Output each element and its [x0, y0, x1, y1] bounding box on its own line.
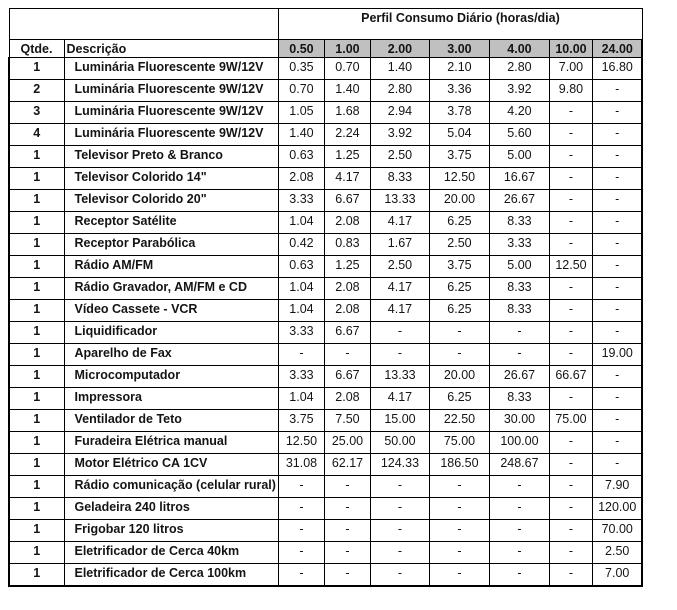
description-cell: Luminária Fluorescente 9W/12V [64, 58, 278, 80]
value-cell: - [370, 476, 429, 498]
value-cell: 70.00 [592, 520, 642, 542]
value-cell: - [592, 212, 642, 234]
value-cell: 0.63 [278, 256, 324, 278]
table-row [9, 168, 642, 190]
description-cell: Televisor Colorido 20" [64, 190, 278, 212]
qty-cell: 1 [9, 476, 64, 498]
value-cell: 25.00 [324, 432, 370, 454]
table-row [9, 476, 642, 498]
value-cell: 8.33 [489, 278, 549, 300]
description-cell: Receptor Parabólica [64, 234, 278, 256]
description-cell: Liquidificador [64, 322, 278, 344]
qty-cell: 1 [9, 454, 64, 476]
value-cell: 0.35 [278, 58, 324, 80]
value-cell: - [549, 190, 592, 212]
value-cell: 2.50 [592, 542, 642, 564]
table-row [9, 146, 642, 168]
value-cell: - [370, 542, 429, 564]
value-cell: 16.80 [592, 58, 642, 80]
description-cell: Receptor Satélite [64, 212, 278, 234]
col-header-description: Descrição [64, 40, 278, 58]
value-cell: 1.25 [324, 146, 370, 168]
value-cell: - [278, 520, 324, 542]
value-cell: 3.33 [278, 190, 324, 212]
value-cell: 8.33 [489, 388, 549, 410]
value-cell: 13.33 [370, 190, 429, 212]
value-cell: 3.75 [278, 410, 324, 432]
table-row [9, 300, 642, 322]
table-row [9, 256, 642, 278]
value-cell: - [549, 300, 592, 322]
value-cell: 26.67 [489, 190, 549, 212]
qty-cell: 1 [9, 542, 64, 564]
value-cell: 7.90 [592, 476, 642, 498]
table-row [9, 454, 642, 476]
qty-cell: 1 [9, 278, 64, 300]
description-cell: Aparelho de Fax [64, 344, 278, 366]
value-cell: 6.25 [429, 388, 489, 410]
value-cell: 26.67 [489, 366, 549, 388]
value-cell: 1.68 [324, 102, 370, 124]
column-header-row [9, 40, 642, 58]
hour-column-header: 10.00 [549, 40, 592, 58]
table-title: Perfil Consumo Diário (horas/dia) [278, 9, 642, 40]
value-cell: - [324, 520, 370, 542]
value-cell: - [489, 520, 549, 542]
table-row [9, 278, 642, 300]
value-cell: 4.17 [370, 388, 429, 410]
value-cell: 4.17 [370, 300, 429, 322]
value-cell: - [429, 498, 489, 520]
value-cell: 1.04 [278, 278, 324, 300]
value-cell: - [429, 322, 489, 344]
value-cell: 2.08 [324, 278, 370, 300]
value-cell: - [370, 498, 429, 520]
value-cell: 2.08 [278, 168, 324, 190]
value-cell: 3.92 [489, 80, 549, 102]
qty-cell: 1 [9, 256, 64, 278]
table-row [9, 432, 642, 454]
qty-cell: 1 [9, 432, 64, 454]
value-cell: 186.50 [429, 454, 489, 476]
table-row [9, 124, 642, 146]
qty-cell: 1 [9, 366, 64, 388]
table-row [9, 212, 642, 234]
value-cell: - [278, 344, 324, 366]
description-cell: Impressora [64, 388, 278, 410]
value-cell: - [592, 102, 642, 124]
description-cell: Geladeira 240 litros [64, 498, 278, 520]
description-cell: Frigobar 120 litros [64, 520, 278, 542]
value-cell: 66.67 [549, 366, 592, 388]
value-cell: 15.00 [370, 410, 429, 432]
col-header-qty: Qtde. [9, 40, 64, 58]
description-cell: Motor Elétrico CA 1CV [64, 454, 278, 476]
value-cell: 13.33 [370, 366, 429, 388]
value-cell: 1.25 [324, 256, 370, 278]
value-cell: - [549, 564, 592, 586]
value-cell: 1.04 [278, 388, 324, 410]
value-cell: 8.33 [489, 212, 549, 234]
value-cell: - [370, 564, 429, 586]
table-row [9, 564, 642, 586]
value-cell: 8.33 [489, 300, 549, 322]
value-cell: 3.36 [429, 80, 489, 102]
value-cell: 1.40 [324, 80, 370, 102]
value-cell: - [429, 564, 489, 586]
table-row [9, 366, 642, 388]
value-cell: - [592, 234, 642, 256]
value-cell: - [549, 234, 592, 256]
value-cell: 30.00 [489, 410, 549, 432]
value-cell: - [549, 454, 592, 476]
group-header-row [9, 9, 642, 40]
table-row [9, 542, 642, 564]
table-row [9, 344, 642, 366]
value-cell: 19.00 [592, 344, 642, 366]
table-row [9, 80, 642, 102]
value-cell: 5.04 [429, 124, 489, 146]
hour-column-header: 24.00 [592, 40, 642, 58]
value-cell: 6.25 [429, 212, 489, 234]
description-cell: Rádio comunicação (celular rural) [64, 476, 278, 498]
value-cell: - [324, 476, 370, 498]
value-cell: - [592, 278, 642, 300]
value-cell: 16.67 [489, 168, 549, 190]
value-cell: - [429, 542, 489, 564]
description-cell: Televisor Colorido 14" [64, 168, 278, 190]
value-cell: 1.04 [278, 300, 324, 322]
value-cell: 2.10 [429, 58, 489, 80]
value-cell: 2.50 [370, 256, 429, 278]
value-cell: - [324, 344, 370, 366]
qty-cell: 1 [9, 190, 64, 212]
value-cell: 50.00 [370, 432, 429, 454]
qty-cell: 4 [9, 124, 64, 146]
description-cell: Luminária Fluorescente 9W/12V [64, 102, 278, 124]
value-cell: - [549, 432, 592, 454]
description-cell: Eletrificador de Cerca 40km [64, 542, 278, 564]
value-cell: 4.17 [324, 168, 370, 190]
table-row [9, 190, 642, 212]
qty-cell: 1 [9, 300, 64, 322]
value-cell: - [278, 564, 324, 586]
qty-cell: 1 [9, 146, 64, 168]
value-cell: - [592, 190, 642, 212]
value-cell: 7.00 [592, 564, 642, 586]
value-cell: 1.40 [370, 58, 429, 80]
table-row [9, 410, 642, 432]
value-cell: - [324, 564, 370, 586]
value-cell: - [549, 542, 592, 564]
value-cell: - [489, 542, 549, 564]
value-cell: 12.50 [429, 168, 489, 190]
value-cell: 0.83 [324, 234, 370, 256]
value-cell: 3.75 [429, 256, 489, 278]
value-cell: - [489, 344, 549, 366]
value-cell: - [592, 146, 642, 168]
description-cell: Ventilador de Teto [64, 410, 278, 432]
description-cell: Microcomputador [64, 366, 278, 388]
value-cell: 12.50 [549, 256, 592, 278]
value-cell: 3.78 [429, 102, 489, 124]
value-cell: 5.60 [489, 124, 549, 146]
value-cell: 12.50 [278, 432, 324, 454]
value-cell: - [592, 300, 642, 322]
consumption-table [8, 8, 643, 587]
value-cell: 0.70 [278, 80, 324, 102]
table-row [9, 498, 642, 520]
value-cell: 2.50 [429, 234, 489, 256]
value-cell: - [370, 520, 429, 542]
value-cell: 1.05 [278, 102, 324, 124]
value-cell: - [549, 388, 592, 410]
value-cell: 2.80 [370, 80, 429, 102]
value-cell: - [324, 498, 370, 520]
qty-cell: 1 [9, 344, 64, 366]
value-cell: 6.67 [324, 366, 370, 388]
value-cell: - [324, 542, 370, 564]
description-cell: Rádio AM/FM [64, 256, 278, 278]
value-cell: 2.08 [324, 388, 370, 410]
value-cell: - [278, 542, 324, 564]
consumption-table-body [9, 58, 642, 586]
value-cell: 22.50 [429, 410, 489, 432]
value-cell: 0.70 [324, 58, 370, 80]
value-cell: - [549, 168, 592, 190]
value-cell: 1.40 [278, 124, 324, 146]
value-cell: 3.75 [429, 146, 489, 168]
table-row [9, 388, 642, 410]
hour-column-header: 3.00 [429, 40, 489, 58]
value-cell: - [549, 498, 592, 520]
value-cell: 2.08 [324, 212, 370, 234]
value-cell: 2.24 [324, 124, 370, 146]
table-row [9, 234, 642, 256]
value-cell: 2.80 [489, 58, 549, 80]
value-cell: 4.20 [489, 102, 549, 124]
value-cell: - [549, 124, 592, 146]
value-cell: - [489, 476, 549, 498]
value-cell: - [549, 476, 592, 498]
value-cell: 1.67 [370, 234, 429, 256]
value-cell: - [592, 256, 642, 278]
value-cell: 1.04 [278, 212, 324, 234]
value-cell: - [592, 366, 642, 388]
value-cell: 6.67 [324, 190, 370, 212]
value-cell: - [592, 410, 642, 432]
qty-cell: 1 [9, 322, 64, 344]
qty-cell: 3 [9, 102, 64, 124]
value-cell: - [549, 344, 592, 366]
value-cell: 0.42 [278, 234, 324, 256]
value-cell: 75.00 [549, 410, 592, 432]
table-row [9, 102, 642, 124]
hour-column-header: 0.50 [278, 40, 324, 58]
value-cell: 4.17 [370, 278, 429, 300]
value-cell: 9.80 [549, 80, 592, 102]
description-cell: Rádio Gravador, AM/FM e CD [64, 278, 278, 300]
value-cell: 20.00 [429, 366, 489, 388]
description-cell: Eletrificador de Cerca 100km [64, 564, 278, 586]
value-cell: - [592, 124, 642, 146]
value-cell: 4.17 [370, 212, 429, 234]
value-cell: 2.50 [370, 146, 429, 168]
value-cell: - [549, 322, 592, 344]
hour-column-header: 4.00 [489, 40, 549, 58]
value-cell: - [592, 388, 642, 410]
value-cell: - [592, 432, 642, 454]
value-cell: 124.33 [370, 454, 429, 476]
qty-cell: 2 [9, 80, 64, 102]
value-cell: - [429, 520, 489, 542]
qty-cell: 1 [9, 564, 64, 586]
value-cell: - [549, 102, 592, 124]
value-cell: 75.00 [429, 432, 489, 454]
value-cell: 3.33 [278, 366, 324, 388]
value-cell: 6.25 [429, 278, 489, 300]
value-cell: 100.00 [489, 432, 549, 454]
value-cell: 5.00 [489, 146, 549, 168]
value-cell: 2.94 [370, 102, 429, 124]
value-cell: - [549, 212, 592, 234]
description-cell: Luminária Fluorescente 9W/12V [64, 80, 278, 102]
value-cell: - [489, 322, 549, 344]
value-cell: - [549, 520, 592, 542]
value-cell: 3.92 [370, 124, 429, 146]
qty-cell: 1 [9, 388, 64, 410]
value-cell: - [278, 476, 324, 498]
value-cell: 7.00 [549, 58, 592, 80]
value-cell: - [549, 278, 592, 300]
value-cell: - [549, 146, 592, 168]
value-cell: 120.00 [592, 498, 642, 520]
value-cell: - [278, 498, 324, 520]
table-row [9, 322, 642, 344]
description-cell: Luminária Fluorescente 9W/12V [64, 124, 278, 146]
value-cell: 20.00 [429, 190, 489, 212]
description-cell: Televisor Preto & Branco [64, 146, 278, 168]
value-cell: - [429, 344, 489, 366]
table-row [9, 520, 642, 542]
value-cell: - [592, 168, 642, 190]
value-cell: - [429, 476, 489, 498]
qty-cell: 1 [9, 58, 64, 80]
value-cell: 31.08 [278, 454, 324, 476]
value-cell: 3.33 [278, 322, 324, 344]
value-cell: 3.33 [489, 234, 549, 256]
value-cell: 2.08 [324, 300, 370, 322]
qty-cell: 1 [9, 212, 64, 234]
value-cell: - [489, 564, 549, 586]
value-cell: 0.63 [278, 146, 324, 168]
value-cell: - [592, 80, 642, 102]
value-cell: - [370, 322, 429, 344]
value-cell: 5.00 [489, 256, 549, 278]
description-cell: Furadeira Elétrica manual [64, 432, 278, 454]
value-cell: 62.17 [324, 454, 370, 476]
value-cell: - [370, 344, 429, 366]
qty-cell: 1 [9, 520, 64, 542]
table-row [9, 58, 642, 80]
description-cell: Vídeo Cassete - VCR [64, 300, 278, 322]
blank-corner [9, 9, 278, 40]
value-cell: - [592, 454, 642, 476]
value-cell: 6.25 [429, 300, 489, 322]
hour-column-header: 1.00 [324, 40, 370, 58]
value-cell: 6.67 [324, 322, 370, 344]
qty-cell: 1 [9, 168, 64, 190]
value-cell: 7.50 [324, 410, 370, 432]
hour-column-header: 2.00 [370, 40, 429, 58]
qty-cell: 1 [9, 498, 64, 520]
qty-cell: 1 [9, 410, 64, 432]
qty-cell: 1 [9, 234, 64, 256]
value-cell: 8.33 [370, 168, 429, 190]
value-cell: - [592, 322, 642, 344]
value-cell: - [489, 498, 549, 520]
value-cell: 248.67 [489, 454, 549, 476]
